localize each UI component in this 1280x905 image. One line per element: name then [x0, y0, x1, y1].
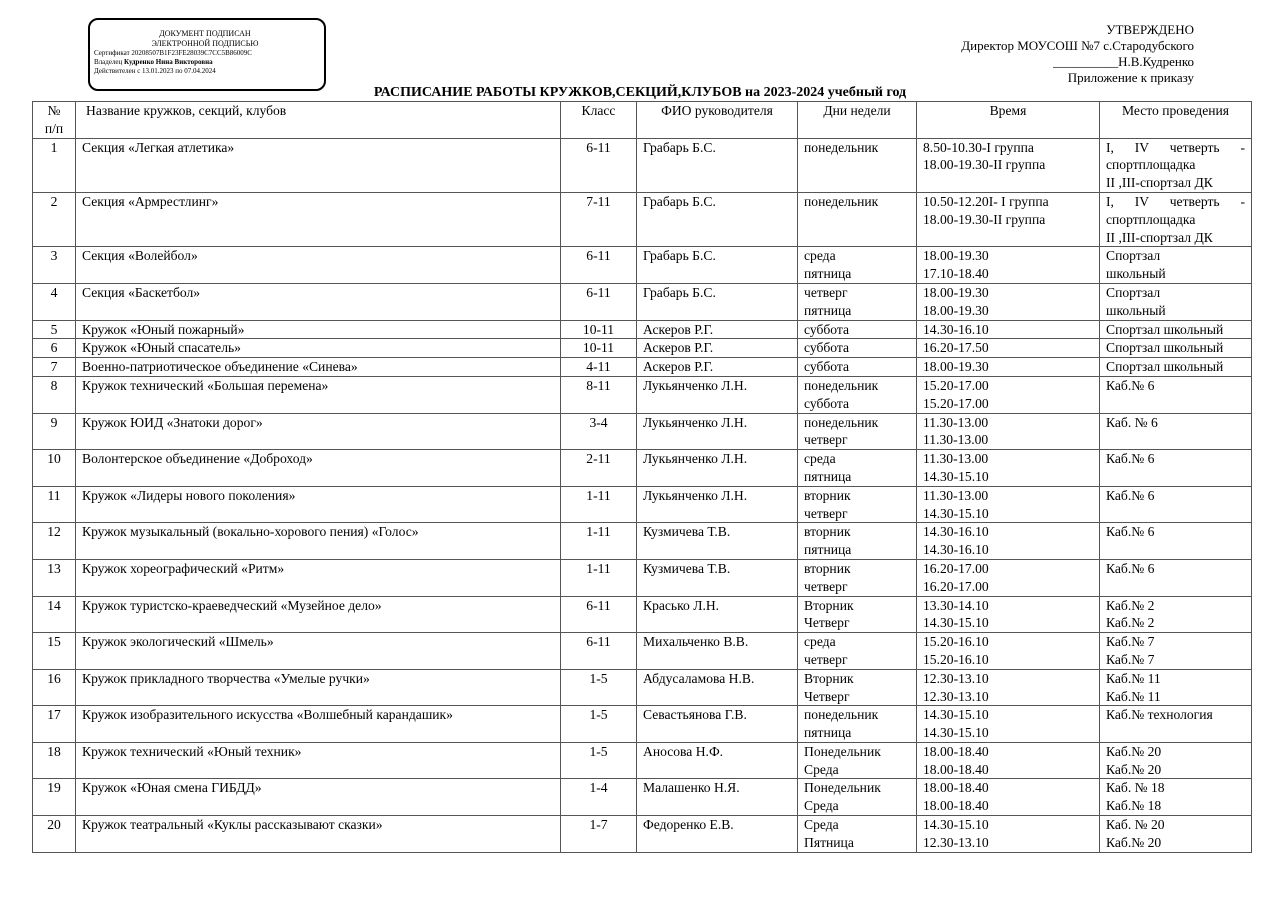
time-slots-line: 14.30-16.10 — [923, 542, 989, 558]
weekdays-line: понедельник — [804, 139, 879, 155]
row-number: 15 — [33, 633, 76, 670]
weekdays-line: Пятница — [804, 834, 854, 850]
leader-name: Кузмичева Т.В. — [637, 523, 798, 560]
club-name: Кружок «Лидеры нового поколения» — [76, 486, 561, 523]
approval-line-2: Директор МОУСОШ №7 с.Стародубского — [961, 38, 1194, 53]
header-time: Время — [917, 102, 1100, 139]
time-slots-line: 14.30-15.10 — [923, 817, 989, 833]
venue — [1100, 596, 1252, 633]
time-slots — [917, 742, 1100, 779]
venue-line: Каб.№ 11 — [1106, 670, 1161, 686]
club-name: Кружок театральный «Куклы рассказывают сказки» — [76, 816, 561, 853]
time-slots — [917, 192, 1100, 246]
time-slots — [917, 320, 1100, 339]
club-name: Кружок технический «Большая перемена» — [76, 376, 561, 413]
table-row — [33, 633, 1252, 670]
venue-line: Каб.№ 7 — [1106, 651, 1155, 667]
venue-line: Спортзал — [1106, 248, 1161, 264]
row-number: 11 — [33, 486, 76, 523]
row-number: 19 — [33, 779, 76, 816]
weekdays-line: вторник — [804, 487, 851, 503]
weekdays — [798, 559, 917, 596]
schedule-table-body — [33, 138, 1252, 852]
weekdays-line: вторник — [804, 560, 851, 576]
leader-name: Грабарь Б.С. — [637, 192, 798, 246]
leader-name: Лукьянченко Л.Н. — [637, 486, 798, 523]
leader-name: Грабарь Б.С. — [637, 138, 798, 192]
weekdays-line: Четверг — [804, 615, 850, 631]
table-row — [33, 559, 1252, 596]
weekdays — [798, 339, 917, 358]
time-slots-line: 14.30-16.10 — [923, 321, 989, 337]
time-slots-line: 15.20-17.00 — [923, 395, 989, 411]
time-slots-line: 11.30-13.00 — [923, 487, 989, 503]
table-row — [33, 523, 1252, 560]
weekdays-line: пятница — [804, 725, 852, 741]
weekdays-line: четверг — [804, 432, 848, 448]
venue-line: Каб.№ 2 — [1106, 615, 1155, 631]
weekdays — [798, 413, 917, 450]
time-slots-line: 14.30-16.10 — [923, 524, 989, 540]
class-range: 6-11 — [561, 283, 637, 320]
weekdays — [798, 742, 917, 779]
club-name: Военно-патриотическое объединение «Синева» — [76, 358, 561, 377]
time-slots — [917, 559, 1100, 596]
venue-line: Каб.№ 7 — [1106, 634, 1155, 650]
club-name: Кружок хореографический «Ритм» — [76, 559, 561, 596]
venue-line: Каб. № 18 — [1106, 780, 1165, 796]
row-number: 6 — [33, 339, 76, 358]
time-slots-line: 12.30-13.10 — [923, 834, 989, 850]
leader-name: Аскеров Р.Г. — [637, 339, 798, 358]
row-number: 8 — [33, 376, 76, 413]
row-number: 20 — [33, 816, 76, 853]
row-number: 18 — [33, 742, 76, 779]
leader-name: Аскеров Р.Г. — [637, 320, 798, 339]
header-leader: ФИО руководителя — [637, 102, 798, 139]
time-slots — [917, 779, 1100, 816]
weekdays — [798, 816, 917, 853]
time-slots-line: 15.20-16.10 — [923, 634, 989, 650]
club-name: Кружок туристско-краеведческий «Музейное дело» — [76, 596, 561, 633]
table-row — [33, 779, 1252, 816]
venue — [1100, 358, 1252, 377]
time-slots-line: 16.20-17.00 — [923, 578, 989, 594]
weekdays-line: понедельник — [804, 193, 879, 209]
venue — [1100, 779, 1252, 816]
time-slots — [917, 450, 1100, 487]
time-slots — [917, 816, 1100, 853]
header-name: Название кружков, секций, клубов — [76, 102, 561, 139]
club-name: Кружок «Юный пожарный» — [76, 320, 561, 339]
class-range: 1-5 — [561, 742, 637, 779]
weekdays-line: пятница — [804, 542, 852, 558]
time-slots-line: 11.30-13.00 — [923, 432, 989, 448]
weekdays-line: четверг — [804, 578, 848, 594]
table-row — [33, 669, 1252, 706]
row-number: 9 — [33, 413, 76, 450]
venue — [1100, 376, 1252, 413]
leader-name: Кузмичева Т.В. — [637, 559, 798, 596]
time-slots — [917, 596, 1100, 633]
time-slots — [917, 283, 1100, 320]
venue-line: спортплощадка — [1106, 211, 1196, 227]
class-range: 1-11 — [561, 486, 637, 523]
venue-line: Спортзал — [1106, 284, 1161, 300]
table-row — [33, 376, 1252, 413]
club-name: Кружок технический «Юный техник» — [76, 742, 561, 779]
time-slots-line: 10.50-12.20I- I группа — [923, 193, 1049, 209]
weekdays — [798, 486, 917, 523]
table-row — [33, 283, 1252, 320]
venue-line: Каб.№ технология — [1106, 707, 1213, 723]
leader-name: Грабарь Б.С. — [637, 283, 798, 320]
club-name: Волонтерское объединение «Доброход» — [76, 450, 561, 487]
weekdays-line: четверг — [804, 284, 848, 300]
table-row — [33, 247, 1252, 284]
time-slots-line: 13.30-14.10 — [923, 597, 989, 613]
stamp-owner: Владелец Кудренко Нина Викторовна — [94, 58, 213, 66]
class-range: 6-11 — [561, 138, 637, 192]
venue-line: Каб.№ 6 — [1106, 560, 1155, 576]
row-number: 13 — [33, 559, 76, 596]
club-name: Кружок экологический «Шмель» — [76, 633, 561, 670]
time-slots — [917, 247, 1100, 284]
time-slots-line: 14.30-15.10 — [923, 505, 989, 521]
leader-name: Федоренко Е.В. — [637, 816, 798, 853]
venue — [1100, 247, 1252, 284]
time-slots-line: 18.00-19.30 — [923, 359, 989, 375]
leader-name: Лукьянченко Л.Н. — [637, 413, 798, 450]
weekdays-line: понедельник — [804, 707, 879, 723]
venue — [1100, 486, 1252, 523]
venue — [1100, 283, 1252, 320]
row-number: 14 — [33, 596, 76, 633]
leader-name: Севастьянова Г.В. — [637, 706, 798, 743]
row-number: 12 — [33, 523, 76, 560]
class-range: 1-4 — [561, 779, 637, 816]
class-range: 6-11 — [561, 247, 637, 284]
class-range: 1-5 — [561, 706, 637, 743]
venue — [1100, 559, 1252, 596]
venue-line: I, IV четверть - — [1106, 193, 1245, 209]
weekdays-line: суббота — [804, 321, 850, 337]
time-slots-line: 18.00-19.30 — [923, 248, 989, 264]
row-number: 4 — [33, 283, 76, 320]
venue-line: Каб.№ 11 — [1106, 688, 1161, 704]
leader-name: Малашенко Н.Я. — [637, 779, 798, 816]
stamp-title-1: ДОКУМЕНТ ПОДПИСАН — [159, 29, 251, 38]
time-slots — [917, 669, 1100, 706]
time-slots-line: 14.30-15.10 — [923, 707, 989, 723]
weekdays — [798, 376, 917, 413]
weekdays-line: понедельник — [804, 414, 879, 430]
row-number: 2 — [33, 192, 76, 246]
approval-block — [961, 22, 1194, 86]
time-slots-line: 15.20-16.10 — [923, 651, 989, 667]
time-slots-line: 12.30-13.10 — [923, 688, 989, 704]
table-row — [33, 413, 1252, 450]
row-number: 7 — [33, 358, 76, 377]
class-range: 2-11 — [561, 450, 637, 487]
weekdays-line: пятница — [804, 266, 852, 282]
club-name: Секция «Армрестлинг» — [76, 192, 561, 246]
club-name: Кружок «Юный спасатель» — [76, 339, 561, 358]
time-slots — [917, 358, 1100, 377]
weekdays — [798, 450, 917, 487]
leader-name: Аскеров Р.Г. — [637, 358, 798, 377]
time-slots-line: 18.00-19.30-II группа — [923, 211, 1046, 227]
venue-line: Каб.№ 6 — [1106, 524, 1155, 540]
weekdays-line: вторник — [804, 524, 851, 540]
weekdays — [798, 523, 917, 560]
weekdays-line: пятница — [804, 302, 852, 318]
venue — [1100, 450, 1252, 487]
venue-line: школьный — [1106, 266, 1166, 282]
header-class: Класс — [561, 102, 637, 139]
class-range: 1-11 — [561, 559, 637, 596]
weekdays-line: Вторник — [804, 597, 854, 613]
time-slots-line: 18.00-19.30 — [923, 284, 989, 300]
time-slots-line: 16.20-17.50 — [923, 340, 989, 356]
venue-line: I, IV четверть - — [1106, 139, 1245, 155]
weekdays — [798, 320, 917, 339]
table-row — [33, 358, 1252, 377]
time-slots-line: 18.00-19.30-II группа — [923, 157, 1046, 173]
club-name: Кружок прикладного творчества «Умелые ручки» — [76, 669, 561, 706]
time-slots-line: 18.00-19.30 — [923, 302, 989, 318]
row-number: 17 — [33, 706, 76, 743]
time-slots-line: 18.00-18.40 — [923, 780, 989, 796]
weekdays-line: суббота — [804, 359, 850, 375]
time-slots-line: 14.30-15.10 — [923, 468, 989, 484]
weekdays — [798, 358, 917, 377]
class-range: 3-4 — [561, 413, 637, 450]
venue-line: Каб.№ 6 — [1106, 487, 1155, 503]
weekdays-line: среда — [804, 451, 836, 467]
weekdays-line: Понедельник — [804, 780, 881, 796]
venue-line: II ,III-спортзал ДК — [1106, 229, 1213, 245]
weekdays — [798, 779, 917, 816]
club-name: Кружок ЮИД «Знатоки дорог» — [76, 413, 561, 450]
time-slots — [917, 138, 1100, 192]
venue-line: школьный — [1106, 302, 1166, 318]
class-range: 4-11 — [561, 358, 637, 377]
class-range: 10-11 — [561, 339, 637, 358]
venue — [1100, 523, 1252, 560]
venue — [1100, 816, 1252, 853]
time-slots — [917, 486, 1100, 523]
venue-line: Каб.№ 6 — [1106, 377, 1155, 393]
class-range: 1-7 — [561, 816, 637, 853]
venue — [1100, 192, 1252, 246]
table-row — [33, 339, 1252, 358]
leader-name: Лукьянченко Л.Н. — [637, 450, 798, 487]
weekdays-line: суббота — [804, 340, 850, 356]
weekdays — [798, 247, 917, 284]
club-name: Кружок музыкальный (вокально-хорового пения) «Голос» — [76, 523, 561, 560]
time-slots-line: 11.30-13.00 — [923, 414, 989, 430]
class-range: 6-11 — [561, 633, 637, 670]
weekdays-line: четверг — [804, 505, 848, 521]
class-range: 10-11 — [561, 320, 637, 339]
class-range: 1-11 — [561, 523, 637, 560]
venue-line: Спортзал школьный — [1106, 321, 1224, 337]
leader-name: Красько Л.Н. — [637, 596, 798, 633]
table-row — [33, 450, 1252, 487]
time-slots-line: 16.20-17.00 — [923, 560, 989, 576]
time-slots-line: 8.50-10.30-I группа — [923, 139, 1034, 155]
table-row — [33, 486, 1252, 523]
document-title: РАСПИСАНИЕ РАБОТЫ КРУЖКОВ,СЕКЦИЙ,КЛУБОВ на 2023-2024 учебный год — [373, 85, 907, 100]
header-place: Место проведения — [1100, 102, 1252, 139]
time-slots — [917, 523, 1100, 560]
venue — [1100, 320, 1252, 339]
weekdays-line: пятница — [804, 468, 852, 484]
row-number: 16 — [33, 669, 76, 706]
venue — [1100, 742, 1252, 779]
class-range: 6-11 — [561, 596, 637, 633]
weekdays-line: среда — [804, 634, 836, 650]
leader-name: Лукьянченко Л.Н. — [637, 376, 798, 413]
venue-line: спортплощадка — [1106, 157, 1196, 173]
time-slots-line: 15.20-17.00 — [923, 377, 989, 393]
schedule-table — [32, 101, 1252, 853]
venue — [1100, 138, 1252, 192]
table-row — [33, 320, 1252, 339]
weekdays-line: Понедельник — [804, 743, 881, 759]
time-slots — [917, 413, 1100, 450]
club-name: Кружок изобразительного искусства «Волшебный карандашик» — [76, 706, 561, 743]
stamp-certificate: Сертификат 20208507B1F23FE28039C7CC5B86009C — [94, 49, 252, 57]
weekdays-line: суббота — [804, 395, 850, 411]
time-slots-line: 18.00-18.40 — [923, 743, 989, 759]
time-slots-line: 11.30-13.00 — [923, 451, 989, 467]
venue-line: Каб.№ 20 — [1106, 761, 1162, 777]
time-slots — [917, 339, 1100, 358]
weekdays-line: четверг — [804, 651, 848, 667]
venue-line: Спортзал школьный — [1106, 359, 1224, 375]
weekdays-line: Четверг — [804, 688, 850, 704]
approval-line-3: __________Н.В.Кудренко — [1053, 54, 1194, 69]
weekdays — [798, 283, 917, 320]
weekdays — [798, 192, 917, 246]
venue-line: Каб.№ 18 — [1106, 798, 1162, 814]
leader-name: Аносова Н.Ф. — [637, 742, 798, 779]
venue-line: Каб.№ 6 — [1106, 451, 1155, 467]
weekdays-line: Среда — [804, 798, 839, 814]
stamp-validity: Действителен с 13.01.2023 по 07.04.2024 — [94, 67, 216, 75]
row-number: 1 — [33, 138, 76, 192]
weekdays — [798, 669, 917, 706]
approval-line-1: УТВЕРЖДЕНО — [1106, 22, 1194, 37]
weekdays-line: Вторник — [804, 670, 854, 686]
table-row — [33, 742, 1252, 779]
weekdays-line: Среда — [804, 761, 839, 777]
electronic-signature-stamp — [88, 18, 326, 91]
venue-line: Каб.№ 2 — [1106, 597, 1155, 613]
header-days: Дни недели — [798, 102, 917, 139]
weekdays-line: среда — [804, 248, 836, 264]
time-slots-line: 14.30-15.10 — [923, 725, 989, 741]
table-row — [33, 816, 1252, 853]
venue-line: Спортзал школьный — [1106, 340, 1224, 356]
row-number: 5 — [33, 320, 76, 339]
table-row — [33, 706, 1252, 743]
time-slots — [917, 706, 1100, 743]
row-number: 3 — [33, 247, 76, 284]
venue — [1100, 706, 1252, 743]
weekdays-line: Среда — [804, 817, 839, 833]
class-range: 8-11 — [561, 376, 637, 413]
venue — [1100, 339, 1252, 358]
weekdays — [798, 633, 917, 670]
stamp-title-2: ЭЛЕКТРОННОЙ ПОДПИСЬЮ — [151, 39, 259, 48]
club-name: Секция «Баскетбол» — [76, 283, 561, 320]
time-slots — [917, 633, 1100, 670]
approval-line-4: Приложение к приказу — [1067, 70, 1194, 85]
time-slots-line: 14.30-15.10 — [923, 615, 989, 631]
table-header-row — [33, 102, 1252, 139]
venue-line: Каб. № 20 — [1106, 817, 1165, 833]
weekdays — [798, 138, 917, 192]
time-slots-line: 17.10-18.40 — [923, 266, 989, 282]
venue — [1100, 413, 1252, 450]
table-row — [33, 138, 1252, 192]
weekdays-line: понедельник — [804, 377, 879, 393]
table-row — [33, 192, 1252, 246]
leader-name: Абдусаламова Н.В. — [637, 669, 798, 706]
venue-line: Каб.№ 20 — [1106, 743, 1162, 759]
club-name: Секция «Легкая атлетика» — [76, 138, 561, 192]
class-range: 1-5 — [561, 669, 637, 706]
club-name: Кружок «Юная смена ГИБДД» — [76, 779, 561, 816]
class-range: 7-11 — [561, 192, 637, 246]
time-slots — [917, 376, 1100, 413]
venue-line: Каб. № 6 — [1106, 414, 1158, 430]
row-number: 10 — [33, 450, 76, 487]
venue-line: Каб.№ 20 — [1106, 834, 1162, 850]
club-name: Секция «Волейбол» — [76, 247, 561, 284]
venue — [1100, 633, 1252, 670]
time-slots-line: 18.00-18.40 — [923, 761, 989, 777]
leader-name: Грабарь Б.С. — [637, 247, 798, 284]
venue-line: II ,III-спортзал ДК — [1106, 175, 1213, 191]
leader-name: Михальченко В.В. — [637, 633, 798, 670]
weekdays — [798, 596, 917, 633]
time-slots-line: 18.00-18.40 — [923, 798, 989, 814]
venue — [1100, 669, 1252, 706]
header-num: № п/п — [33, 102, 76, 139]
weekdays — [798, 706, 917, 743]
time-slots-line: 12.30-13.10 — [923, 670, 989, 686]
table-row — [33, 596, 1252, 633]
